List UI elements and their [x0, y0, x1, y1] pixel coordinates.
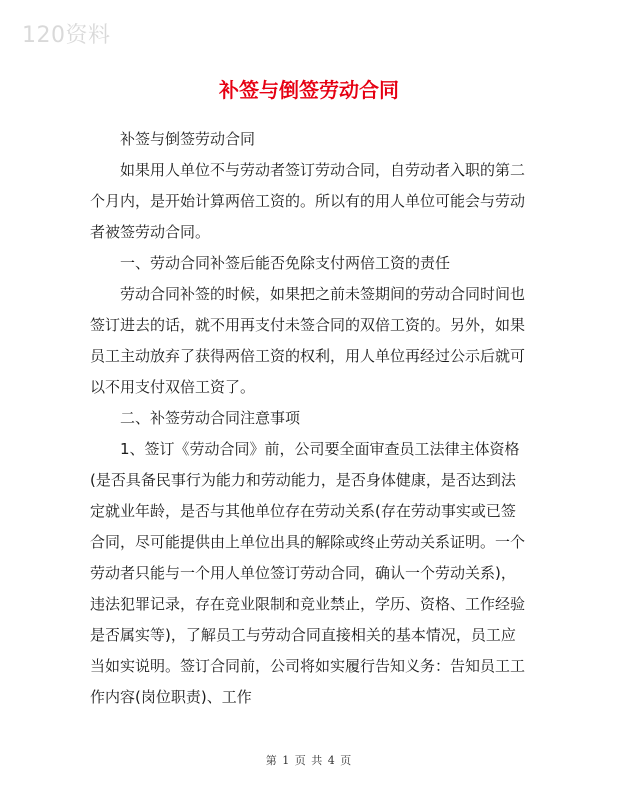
watermark-text: 120资料	[22, 23, 111, 48]
document-body	[90, 124, 530, 713]
document-title: 补签与倒签劳动合同	[219, 78, 399, 102]
paragraph-section-2: 1、签订《劳动合同》前，公司要全面审查员工法律主体资格(是否具备民事行为能力和劳动能力，是否身体健康，是否达到法定就业年龄，是否与其他单位存在劳动关系(存在劳动事实或已签合同，尽可能提供由上单位出具的解除或终止劳动关系证明。一个劳动者只能与一个用人单位签订劳动合同，确认一个劳动关系)，违法犯罪记录，存在竞业限制和竞业禁止，学历、资格、工作经验是否属实等)，了解员工与劳动合同直接相关的基本情况，员工应当如实说明。签订合同前，公司将如实履行告知义务：告知员工工作内容(岗位职责)、工作	[90, 440, 526, 706]
paragraph-heading: 补签与倒签劳动合同	[120, 130, 256, 148]
section-heading-2: 二、补签劳动合同注意事项	[120, 409, 301, 427]
paragraph-section-1: 劳动合同补签的时候，如果把之前未签期间的劳动合同时间也签订进去的话，就不用再支付未签合同的双倍工资的。另外，如果员工主动放弃了获得两倍工资的权利，用人单位再经过公示后就可以不用支付双倍工资了。	[90, 285, 526, 396]
paragraph-intro: 如果用人单位不与劳动者签订劳动合同，自劳动者入职的第二个月内，是开始计算两倍工资的。所以有的用人单位可能会与劳动者被签劳动合同。	[90, 161, 526, 241]
section-heading-1: 一、劳动合同补签后能否免除支付两倍工资的责任	[120, 254, 451, 272]
page-number: 第 1 页 共 4 页	[265, 754, 353, 767]
